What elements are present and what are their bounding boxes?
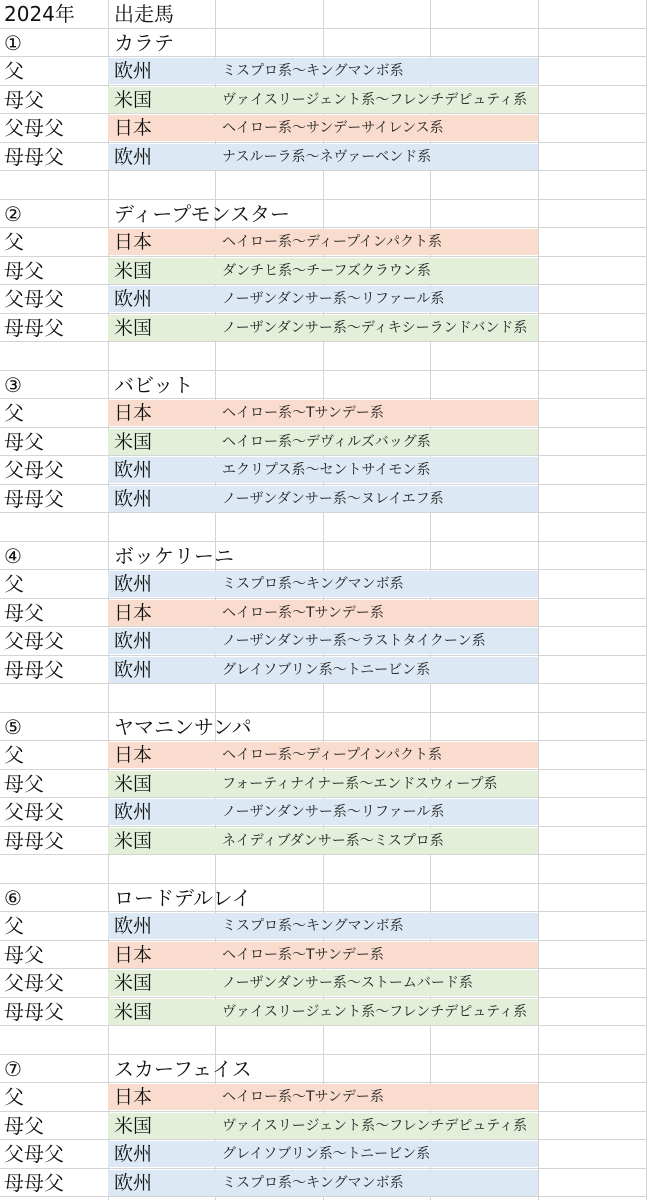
sire-line-text: ノーザンダンサー系～ストームバード系	[222, 975, 473, 991]
region-label: 欧州	[114, 630, 153, 652]
relation-cell[interactable]: 母母父	[4, 486, 64, 511]
region-label: 欧州	[114, 459, 153, 481]
relation-cell[interactable]: 母母父	[4, 144, 64, 169]
region-label: 米国	[114, 1000, 153, 1023]
horse-number-cell[interactable]: ①	[4, 30, 22, 55]
horse-title-row[interactable]	[0, 371, 647, 400]
relation-cell[interactable]: 母父	[4, 600, 44, 625]
region-cell[interactable]	[108, 429, 538, 455]
region-label: 欧州	[114, 60, 153, 82]
pedigree-row[interactable]	[0, 1140, 647, 1169]
relation-cell[interactable]: 母父	[4, 1113, 44, 1138]
relation-cell[interactable]: 父母父	[4, 1142, 64, 1166]
region-cell[interactable]	[108, 970, 538, 996]
sire-line-text: ミスプロ系～キングマンボ系	[222, 918, 404, 934]
region-label: 日本	[114, 601, 153, 624]
pedigree-row[interactable]	[0, 798, 647, 827]
sire-line-text: ノーザンダンサー系～ディキシーランドバンド系	[222, 319, 528, 336]
region-label: 日本	[114, 943, 153, 966]
horse-number-cell[interactable]: ⑥	[4, 885, 22, 910]
relation-cell[interactable]: 母父	[4, 258, 44, 283]
blank-row[interactable]	[0, 171, 647, 200]
sire-line-text: エクリプス系～セントサイモン系	[222, 462, 431, 478]
region-label: 欧州	[114, 801, 153, 823]
blank-row[interactable]	[0, 684, 647, 713]
region-cell[interactable]	[108, 457, 538, 483]
horse-number-cell[interactable]: ③	[4, 372, 22, 397]
horse-column-header[interactable]: 出走馬	[114, 2, 174, 26]
region-label: 米国	[114, 772, 153, 795]
pedigree-row[interactable]	[0, 399, 647, 428]
horse-number-cell[interactable]: ④	[4, 543, 22, 568]
sire-line-text: ヘイロー系～Tサンデー系	[222, 405, 384, 421]
region-cell[interactable]	[108, 87, 538, 113]
region-label: 米国	[114, 316, 153, 339]
pedigree-row[interactable]	[0, 456, 647, 485]
pedigree-row[interactable]	[0, 314, 647, 343]
relation-cell[interactable]: 父母父	[4, 629, 64, 653]
region-label: 米国	[114, 430, 153, 453]
sire-line-text: ヴァイスリージェント系～フレンチデピュティ系	[222, 1003, 528, 1020]
horse-number-cell[interactable]: ⑤	[4, 714, 22, 739]
region-cell[interactable]	[108, 58, 538, 84]
region-label: 米国	[114, 259, 153, 282]
region-label: 欧州	[114, 1143, 153, 1165]
region-cell[interactable]	[108, 1170, 538, 1196]
pedigree-row[interactable]	[0, 627, 647, 656]
horse-name-cell[interactable]: スカーフェイス	[114, 1056, 252, 1081]
sire-line-text: ノーザンダンサー系～ヌレイエフ系	[222, 490, 444, 507]
pedigree-row[interactable]	[0, 741, 647, 770]
pedigree-row[interactable]	[0, 257, 647, 286]
region-cell[interactable]	[108, 600, 538, 626]
pedigree-row[interactable]	[0, 1112, 647, 1141]
relation-cell[interactable]: 父	[4, 1085, 24, 1109]
region-cell[interactable]	[108, 771, 538, 797]
relation-cell[interactable]: 父	[4, 914, 24, 938]
region-cell[interactable]	[108, 999, 538, 1025]
sire-line-text: ノーザンダンサー系～リファール系	[222, 291, 445, 307]
region-cell[interactable]	[108, 229, 538, 255]
region-cell[interactable]	[108, 258, 538, 284]
region-cell[interactable]	[108, 486, 538, 512]
horse-title-row[interactable]	[0, 713, 647, 742]
sire-line-text: グレイソブリン系～トニービン系	[222, 661, 431, 678]
region-cell[interactable]	[108, 400, 538, 426]
relation-cell[interactable]: 母母父	[4, 999, 64, 1024]
horse-number-cell[interactable]: ⑦	[4, 1056, 22, 1081]
relation-cell[interactable]: 母母父	[4, 1170, 64, 1195]
sire-line-text: グレイソブリン系～トニービン系	[222, 1146, 431, 1162]
region-cell[interactable]	[108, 144, 538, 170]
relation-cell[interactable]: 父母父	[4, 971, 64, 995]
relation-cell[interactable]: 父母父	[4, 800, 64, 824]
sire-line-text: ミスプロ系～キングマンボ系	[222, 63, 404, 79]
pedigree-row[interactable]	[0, 998, 647, 1027]
region-cell[interactable]	[108, 571, 538, 597]
relation-cell[interactable]: 父母父	[4, 116, 64, 140]
pedigree-row[interactable]	[0, 114, 647, 143]
horse-title-row[interactable]	[0, 29, 647, 58]
region-cell[interactable]	[108, 315, 538, 341]
region-label: 日本	[114, 231, 153, 253]
pedigree-row[interactable]	[0, 770, 647, 799]
sire-line-text: ヘイロー系～デヴィルズバッグ系	[222, 433, 431, 450]
region-cell[interactable]	[108, 799, 538, 825]
region-cell[interactable]	[108, 286, 538, 312]
horse-name-cell[interactable]: ヤマニンサンパ	[114, 714, 252, 739]
pedigree-row[interactable]	[0, 969, 647, 998]
sire-line-text: ノーザンダンサー系～ラストタイクーン系	[222, 633, 486, 649]
pedigree-row[interactable]	[0, 1169, 647, 1198]
relation-cell[interactable]: 母父	[4, 429, 44, 454]
region-cell[interactable]	[108, 115, 538, 141]
region-cell[interactable]	[108, 942, 538, 968]
relation-cell[interactable]: 父	[4, 230, 24, 254]
sire-line-text: ヘイロー系～ディープインパクト系	[222, 234, 442, 250]
relation-cell[interactable]: 父	[4, 743, 24, 767]
region-label: 欧州	[114, 487, 153, 510]
region-label: 米国	[114, 88, 153, 111]
region-cell[interactable]	[108, 828, 538, 854]
region-label: 日本	[114, 402, 153, 424]
pedigree-row[interactable]	[0, 941, 647, 970]
region-label: 日本	[114, 1086, 153, 1108]
sire-line-text: ナスルーラ系～ネヴァーベンド系	[222, 148, 432, 165]
region-label: 日本	[114, 117, 153, 139]
sire-line-text: ノーザンダンサー系～リファール系	[222, 804, 445, 820]
horse-title-row[interactable]	[0, 884, 647, 913]
pedigree-row[interactable]	[0, 1083, 647, 1112]
sire-line-text: ネイディブダンサー系～ミスプロ系	[222, 832, 444, 849]
pedigree-row[interactable]	[0, 86, 647, 115]
pedigree-row[interactable]	[0, 599, 647, 628]
pedigree-row[interactable]	[0, 656, 647, 685]
blank-row[interactable]	[0, 513, 647, 542]
sire-line-text: ミスプロ系～キングマンボ系	[222, 576, 404, 592]
year-cell[interactable]: 2024年	[4, 2, 75, 26]
region-cell[interactable]	[108, 628, 538, 654]
relation-cell[interactable]: 母父	[4, 771, 44, 796]
sire-line-text: ヘイロー系～サンデーサイレンス系	[222, 120, 444, 136]
pedigree-row[interactable]	[0, 228, 647, 257]
blank-row[interactable]	[0, 342, 647, 371]
header-row[interactable]	[0, 0, 647, 29]
sire-line-text: ダンチヒ系～チーフズクラウン系	[222, 262, 431, 279]
region-cell[interactable]	[108, 1113, 538, 1139]
region-cell[interactable]	[108, 913, 538, 939]
pedigree-row[interactable]	[0, 827, 647, 856]
sire-line-text: ミスプロ系～キングマンボ系	[222, 1174, 404, 1191]
pedigree-row[interactable]	[0, 285, 647, 314]
relation-cell[interactable]: 母父	[4, 87, 44, 112]
pedigree-row[interactable]	[0, 570, 647, 599]
horse-name-cell[interactable]: ロードデルレイ	[114, 885, 252, 910]
relation-cell[interactable]: 父母父	[4, 458, 64, 482]
region-cell[interactable]	[108, 742, 538, 768]
pedigree-row[interactable]	[0, 485, 647, 514]
horse-title-row[interactable]	[0, 1055, 647, 1084]
region-label: 欧州	[114, 915, 153, 937]
horse-name-cell[interactable]: バビット	[114, 372, 194, 397]
region-label: 日本	[114, 744, 153, 766]
blank-row[interactable]	[0, 1026, 647, 1055]
region-label: 米国	[114, 829, 153, 852]
region-label: 米国	[114, 1114, 153, 1137]
horse-title-row[interactable]	[0, 200, 647, 229]
relation-cell[interactable]: 父	[4, 572, 24, 596]
pedigree-row[interactable]	[0, 143, 647, 172]
horse-number-cell[interactable]: ②	[4, 201, 22, 226]
horse-name-cell[interactable]: ボッケリーニ	[114, 543, 234, 568]
sire-line-text: ヘイロー系～Tサンデー系	[222, 1089, 384, 1105]
region-label: 欧州	[114, 145, 153, 168]
sire-line-text: ヴァイスリージェント系～フレンチデピュティ系	[222, 91, 528, 108]
region-label: 欧州	[114, 658, 153, 681]
relation-cell[interactable]: 父母父	[4, 287, 64, 311]
sire-line-text: ヘイロー系～Tサンデー系	[222, 946, 384, 963]
blank-row[interactable]	[0, 855, 647, 884]
sire-line-text: ヘイロー系～ディープインパクト系	[222, 747, 442, 763]
relation-cell[interactable]: 母母父	[4, 657, 64, 682]
horse-title-row[interactable]	[0, 542, 647, 571]
region-cell[interactable]	[108, 1141, 538, 1167]
sire-line-text: ヴァイスリージェント系～フレンチデピュティ系	[222, 1117, 528, 1134]
relation-cell[interactable]: 母母父	[4, 828, 64, 853]
pedigree-row[interactable]	[0, 428, 647, 457]
region-label: 米国	[114, 972, 153, 994]
relation-cell[interactable]: 母母父	[4, 315, 64, 340]
pedigree-row[interactable]	[0, 57, 647, 86]
pedigree-row[interactable]	[0, 912, 647, 941]
region-cell[interactable]	[108, 1084, 538, 1110]
sire-line-text: ヘイロー系～Tサンデー系	[222, 604, 384, 621]
relation-cell[interactable]: 父	[4, 59, 24, 83]
relation-cell[interactable]: 父	[4, 401, 24, 425]
region-label: 欧州	[114, 1171, 153, 1194]
horse-name-cell[interactable]: カラテ	[114, 30, 174, 55]
relation-cell[interactable]: 母父	[4, 942, 44, 967]
region-label: 欧州	[114, 288, 153, 310]
region-label: 欧州	[114, 573, 153, 595]
region-cell[interactable]	[108, 657, 538, 683]
sire-line-text: フォーティナイナー系～エンドスウィープ系	[222, 775, 498, 792]
horse-name-cell[interactable]: ディープモンスター	[114, 201, 290, 226]
